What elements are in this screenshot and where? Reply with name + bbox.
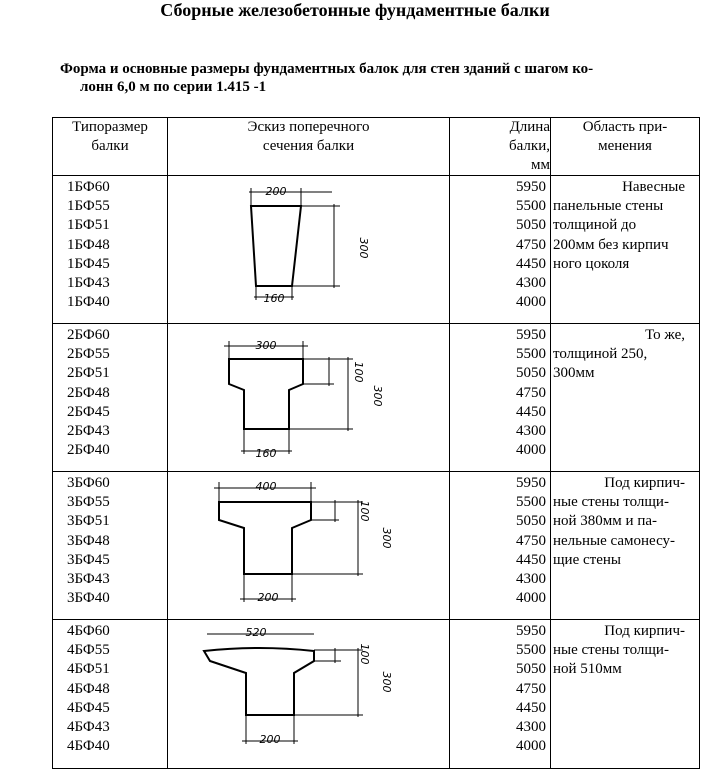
application-line: ной 510мм [553, 661, 622, 678]
beam-code: 3БФ55 [67, 494, 110, 511]
dimension-label-height: 300 [357, 237, 370, 259]
application-line: То же, [645, 327, 685, 343]
beam-length: 5050 [516, 513, 546, 530]
application-line: толщиной до [553, 217, 637, 234]
beam-code: 2БФ60 [67, 327, 110, 343]
beam-code: 4БФ55 [67, 642, 110, 659]
beam-code: 1БФ40 [67, 294, 110, 311]
beam-code: 3БФ51 [67, 513, 110, 530]
beam-code: 1БФ48 [67, 236, 110, 253]
beam-length: 4000 [516, 294, 546, 311]
beam-code: 1БФ45 [67, 255, 110, 272]
beam-code: 1БФ60 [67, 179, 110, 195]
beam-group-row [53, 620, 700, 769]
application-line: 300мм [553, 365, 595, 382]
beam-code: 4БФ40 [67, 738, 110, 755]
dimension-label-flange: 100 [352, 361, 365, 383]
application-line: ные стены толщи- [553, 642, 669, 659]
header-line: Длина [509, 119, 550, 135]
beam-length: 4750 [516, 384, 546, 401]
application-cell [551, 472, 700, 620]
beam-code: 3БФ43 [67, 571, 110, 588]
beams-table [52, 117, 700, 769]
dimension-label-height: 300 [380, 671, 393, 693]
beam-length: 4450 [516, 403, 546, 420]
header-length [450, 118, 551, 176]
application-cell [551, 620, 700, 769]
beam-code: 4БФ45 [67, 699, 110, 716]
beam-length: 4000 [516, 590, 546, 607]
beam-code: 4БФ43 [67, 719, 110, 736]
dimension-label-top: 300 [255, 339, 277, 352]
beam-group-row [53, 324, 700, 472]
beam-length: 4750 [516, 680, 546, 697]
dimension-label-bottom: 160 [263, 292, 285, 305]
application-line: щие стены [553, 551, 621, 568]
beam-length: 5950 [516, 623, 546, 639]
application-line: ной 380мм и па- [553, 513, 657, 530]
beam-code: 2БФ45 [67, 403, 110, 420]
application-line: нельные самонесу- [553, 532, 676, 549]
caption-line-1: Форма и основные размеры фундаментных балок для стен зданий с шагом ко- [60, 61, 594, 77]
cross-section-sketch [168, 620, 450, 769]
beam-length: 5500 [516, 346, 546, 363]
cross-section-sketch [168, 472, 450, 620]
beam-length: 5050 [516, 217, 546, 234]
application-line: толщиной 250, [553, 346, 648, 363]
beam-code: 3БФ60 [67, 475, 110, 491]
beam-length: 5050 [516, 661, 546, 678]
header-line: Типоразмер [72, 119, 148, 135]
beam-length: 4300 [516, 719, 546, 736]
beam-length: 4450 [516, 699, 546, 716]
application-line: панельные стены [553, 198, 664, 215]
beam-section-shape [204, 648, 314, 715]
application-line: ного цоколя [553, 255, 630, 272]
beam-code: 2БФ51 [67, 365, 110, 382]
type-size-cell [53, 176, 168, 324]
application-line: Под кирпич- [604, 623, 685, 639]
beam-length: 5500 [516, 198, 546, 215]
dimension-label-bottom: 200 [257, 591, 279, 604]
application-line: Под кирпич- [604, 475, 685, 491]
table-header-row [53, 118, 700, 176]
dimension-label-top: 520 [245, 626, 267, 639]
application-line: ные стены толщи- [553, 494, 669, 511]
beam-length: 5500 [516, 494, 546, 511]
length-cell [450, 176, 551, 324]
length-cell [450, 620, 551, 769]
cross-section-sketch [168, 324, 450, 472]
header-line: мм [531, 157, 550, 173]
application-cell [551, 176, 700, 324]
beam-length: 4300 [516, 275, 546, 292]
header-type-size [53, 118, 168, 176]
beam-code: 1БФ51 [67, 217, 110, 234]
beam-group-row [53, 472, 700, 620]
beam-length: 4450 [516, 551, 546, 568]
beam-section-shape [251, 206, 301, 286]
table-caption [60, 60, 680, 96]
beam-code: 3БФ45 [67, 551, 110, 568]
beam-length: 5950 [516, 179, 546, 195]
application-line: 200мм без кирпич [553, 236, 669, 253]
beam-code: 3БФ48 [67, 532, 110, 549]
length-cell [450, 472, 551, 620]
beam-length: 5050 [516, 365, 546, 382]
beam-code: 1БФ55 [67, 198, 110, 215]
header-line: балки [91, 138, 129, 154]
beam-length: 4750 [516, 532, 546, 549]
beam-section-shape [219, 502, 311, 574]
beam-length: 4300 [516, 571, 546, 588]
type-size-cell [53, 324, 168, 472]
type-size-cell [53, 620, 168, 769]
dimension-label-flange: 100 [358, 643, 371, 665]
dimension-label-bottom: 160 [255, 447, 277, 460]
caption-line-2: лонн 6,0 м по серии 1.415 -1 [80, 79, 267, 95]
beam-length: 4000 [516, 738, 546, 755]
application-line: Навесные [622, 179, 685, 195]
beam-group-row [53, 176, 700, 324]
cross-section-sketch [168, 176, 450, 324]
beam-length: 5950 [516, 327, 546, 343]
beam-code: 2БФ43 [67, 423, 110, 440]
dimension-label-top: 400 [255, 480, 277, 493]
beam-length: 4450 [516, 255, 546, 272]
dimension-label-bottom: 200 [259, 733, 281, 746]
beam-code: 4БФ60 [67, 623, 110, 639]
length-cell [450, 324, 551, 472]
beam-code: 4БФ48 [67, 680, 110, 697]
page-title: Сборные железобетонные фундаментные балки [160, 0, 550, 20]
beam-length: 4750 [516, 236, 546, 253]
application-cell [551, 324, 700, 472]
beam-code: 4БФ51 [67, 661, 110, 678]
header-line: менения [598, 138, 652, 154]
dimension-label-top: 200 [265, 185, 287, 198]
type-size-cell [53, 472, 168, 620]
beam-length: 5500 [516, 642, 546, 659]
beam-code: 2БФ48 [67, 384, 110, 401]
beam-length: 5950 [516, 475, 546, 491]
header-line: Область при- [582, 119, 668, 135]
beam-code: 2БФ40 [67, 442, 110, 459]
header-line: сечения балки [262, 138, 355, 154]
header-line: балки, [509, 138, 550, 154]
beam-section-shape [229, 359, 303, 429]
dimension-label-height: 300 [380, 527, 393, 549]
dimension-label-height: 300 [371, 385, 384, 407]
beam-length: 4000 [516, 442, 546, 459]
beam-code: 3БФ40 [67, 590, 110, 607]
beam-code: 2БФ55 [67, 346, 110, 363]
beam-code: 1БФ43 [67, 275, 110, 292]
beam-length: 4300 [516, 423, 546, 440]
dimension-label-flange: 100 [358, 500, 371, 522]
header-sketch [168, 118, 450, 176]
header-line: Эскиз поперечного [247, 119, 370, 135]
header-application [551, 118, 700, 176]
